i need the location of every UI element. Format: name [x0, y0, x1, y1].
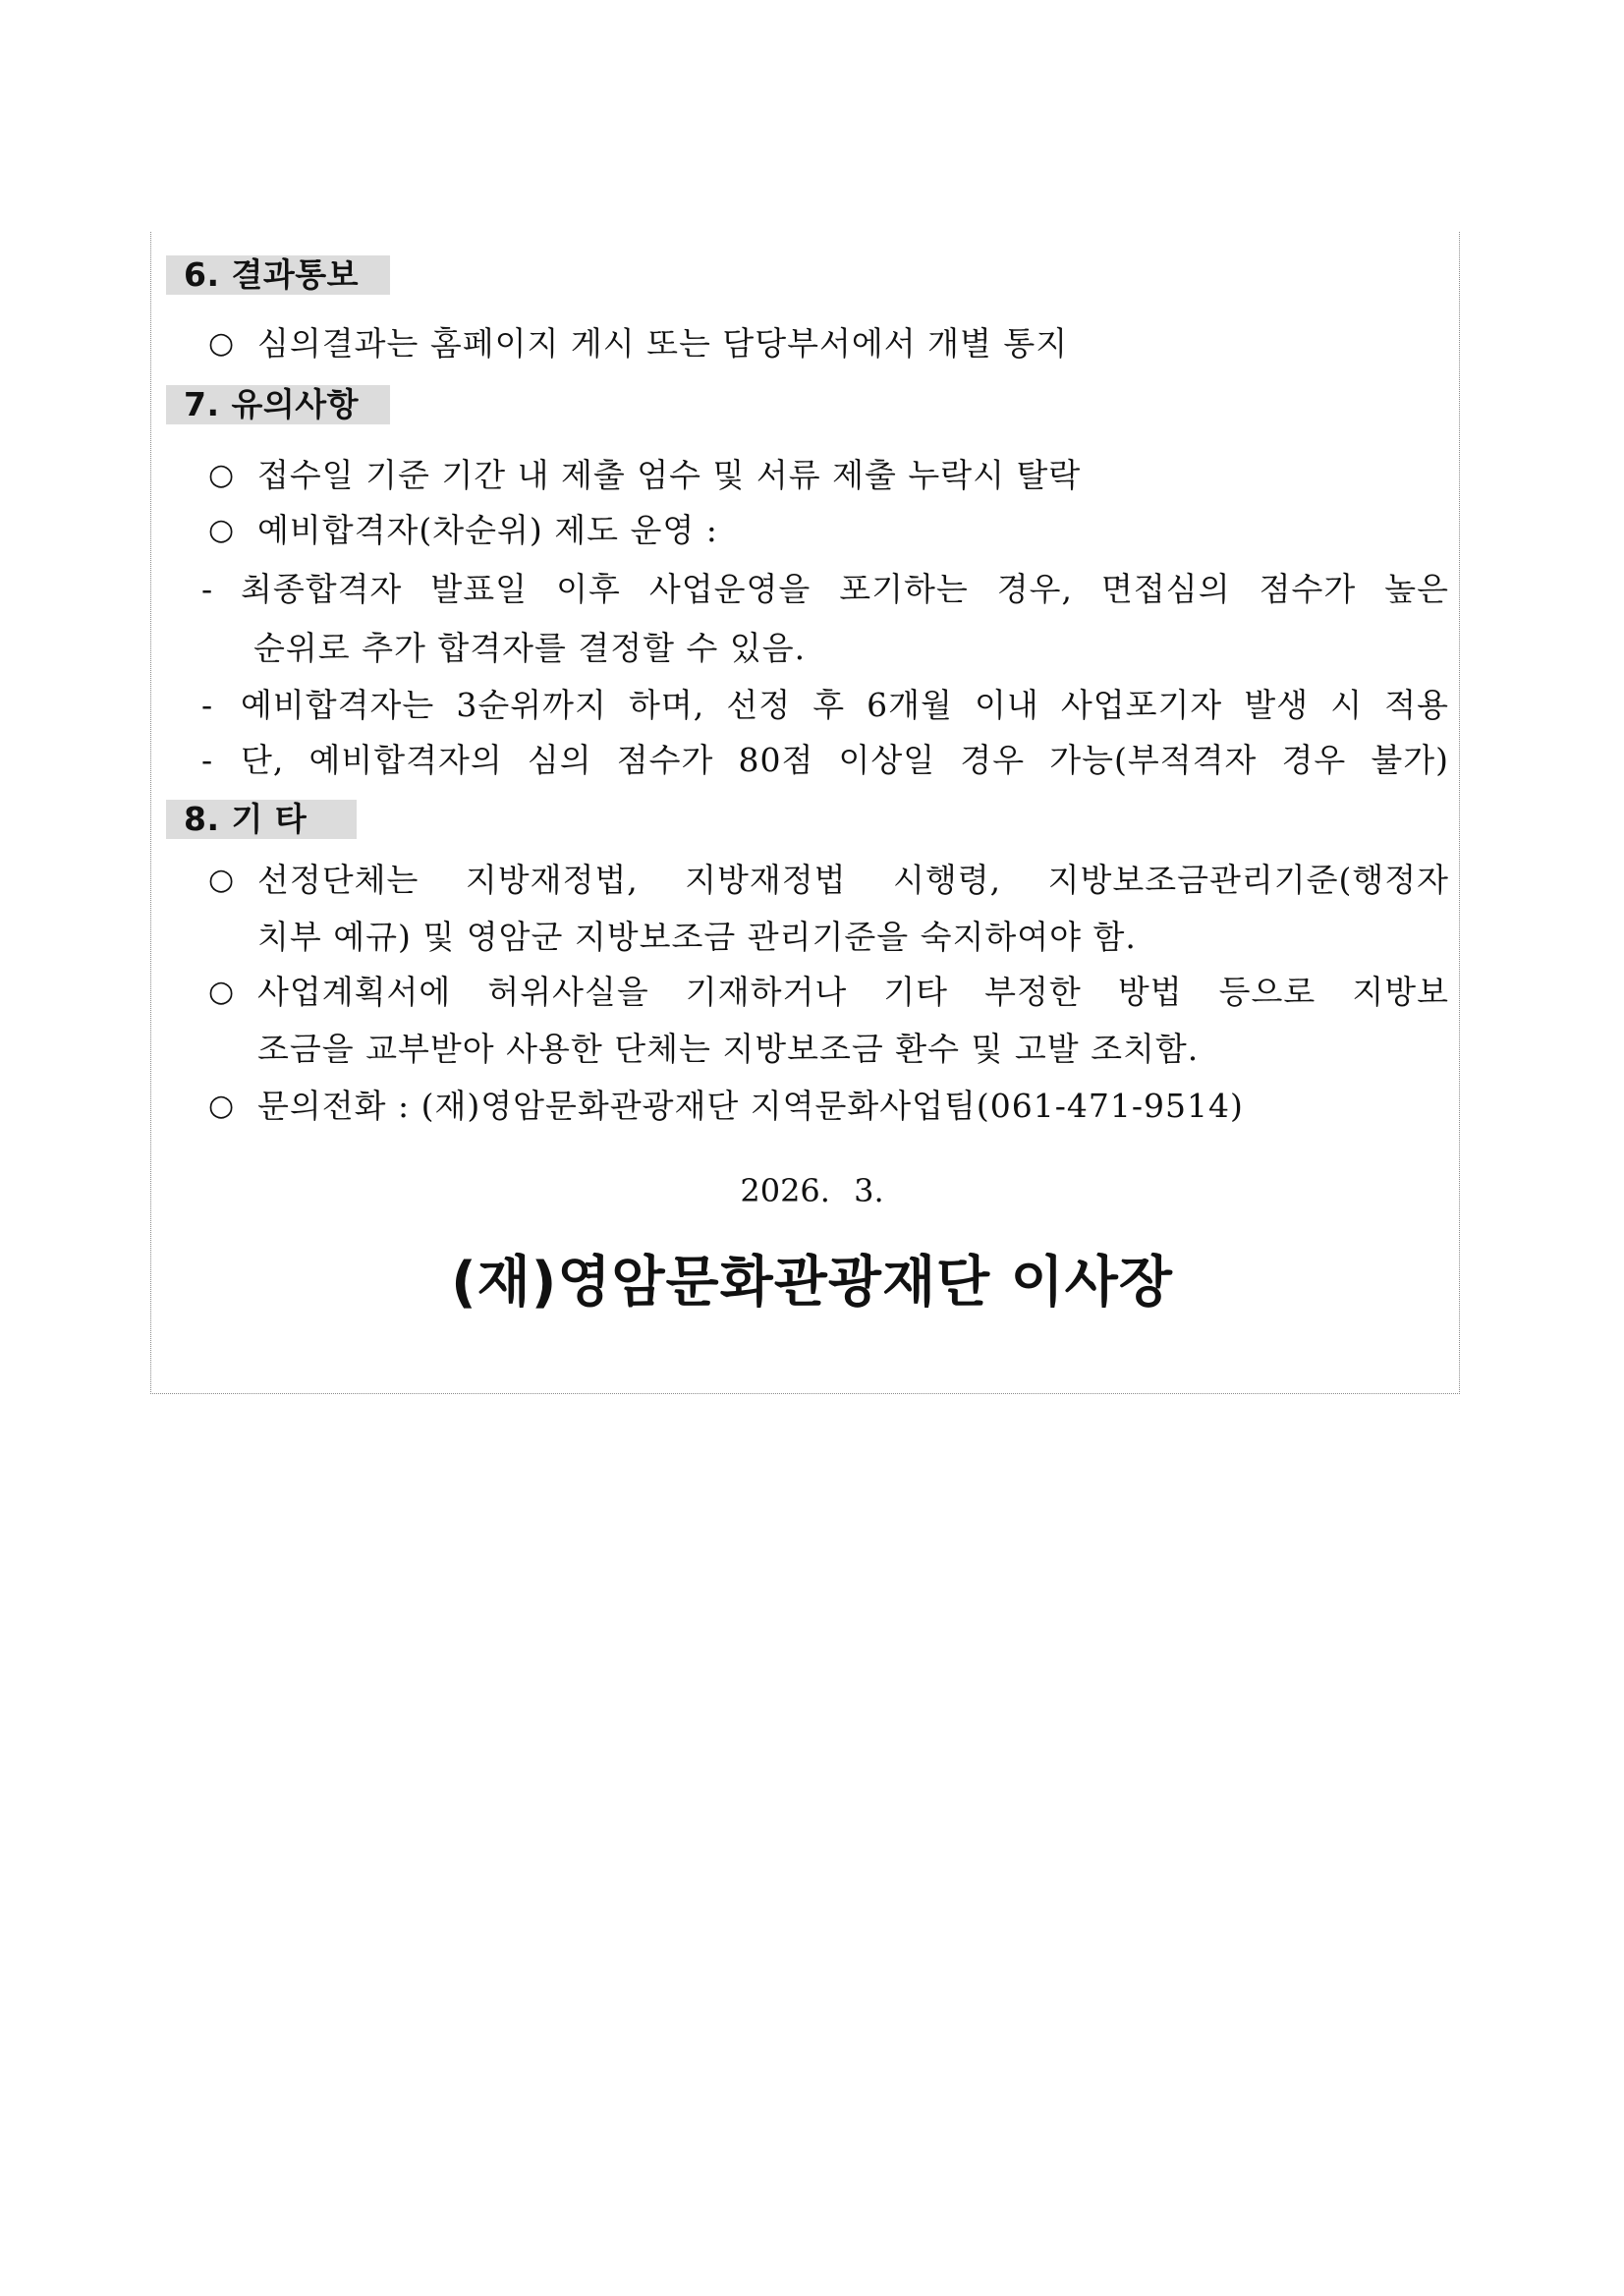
list-item-text: 예비합격자는 3순위까지 하며, 선정 후 6개월 이내 사업포기자 발생 시 적용: [241, 686, 1449, 724]
list-item-continuation: 조금을 교부받아 사용한 단체는 지방보조금 환수 및 고발 조치함.: [257, 1030, 1200, 1068]
list-item: [201, 739, 1449, 782]
list-item-continuation: 치부 예규) 및 영암군 지방보조금 관리기준을 숙지하여야 함.: [257, 918, 1137, 956]
list-item-text: 선정단체는 지방재정법, 지방재정법 시행령, 지방보조금관리기준(행정자: [257, 861, 1449, 899]
list-item: [208, 509, 896, 552]
dash-bullet: -: [201, 741, 214, 779]
list-item-text: 사업계획서에 허위사실을 기재하거나 기타 부정한 방법 등으로 지방보: [257, 973, 1449, 1011]
circle-bullet-icon: ○: [208, 326, 236, 361]
list-item-text: 예비합격자(차순위) 제도 운영 :: [257, 511, 718, 549]
list-item: [201, 684, 1449, 727]
circle-bullet-icon: ○: [208, 975, 236, 1009]
section-heading-8: 8. 기 타: [166, 800, 357, 839]
dash-bullet: -: [201, 686, 214, 724]
list-item-continuation: 순위로 추가 합격자를 결정할 수 있음.: [253, 629, 807, 667]
list-item-text: 심의결과는 홈페이지 게시 또는 담당부서에서 개별 통지: [257, 324, 1069, 363]
list-item: [208, 1085, 1289, 1128]
dash-bullet: -: [201, 570, 214, 608]
list-item: [208, 971, 1449, 1014]
list-item-text: 단, 예비합격자의 심의 점수가 80점 이상일 경우 가능(부적격자 경우 불가): [241, 741, 1449, 779]
signature: (재)영암문화관광재단 이사장: [451, 1251, 1173, 1315]
circle-bullet-icon: ○: [208, 1089, 236, 1123]
section-heading-6: 6. 결과통보: [166, 255, 390, 295]
list-item: [201, 568, 1449, 611]
section-heading-7: 7. 유의사항: [166, 385, 390, 424]
circle-bullet-icon: ○: [208, 458, 236, 492]
contact-text: 문의전화 : (재)영암문화관광재단 지역문화사업팀(061-471-9514): [257, 1087, 1244, 1125]
circle-bullet-icon: ○: [208, 513, 236, 547]
list-item-text: 접수일 기준 기간 내 제출 엄수 및 서류 제출 누락시 탈락: [257, 456, 1082, 494]
list-item: [208, 454, 1230, 497]
list-item: [208, 859, 1449, 902]
circle-bullet-icon: ○: [208, 863, 236, 897]
date: 2026. 3.: [740, 1172, 884, 1209]
list-item-text: 최종합격자 발표일 이후 사업운영을 포기하는 경우, 면접심의 점수가 높은: [241, 570, 1449, 608]
list-item: [208, 322, 1191, 365]
